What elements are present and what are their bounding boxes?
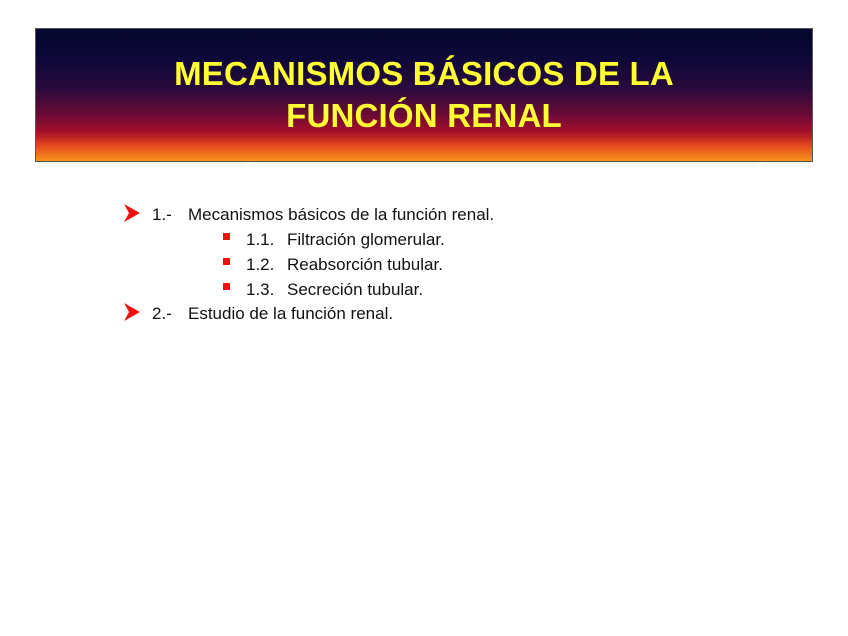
square-bullet-icon — [223, 258, 230, 265]
list-item-text: Secreción tubular. — [287, 280, 424, 299]
list-item — [246, 230, 445, 250]
arrow-bullet-icon — [123, 203, 141, 223]
list-item-number: 1.1. — [246, 230, 275, 249]
list-item-number: 1.3. — [246, 280, 275, 299]
list-item — [246, 280, 423, 300]
list-item-text: Mecanismos básicos de la función renal. — [188, 205, 495, 224]
list-item-text: Filtración glomerular. — [287, 230, 445, 249]
list-item-text: Reabsorción tubular. — [287, 255, 443, 274]
list-item-text: Estudio de la función renal. — [188, 304, 394, 323]
list-item-number: 1.- — [152, 205, 172, 224]
list-item — [246, 255, 443, 275]
list-item-number: 2.- — [152, 304, 172, 323]
slide-title-line-1: MECANISMOS BÁSICOS DE LA — [174, 55, 674, 92]
arrow-bullet-icon — [123, 302, 141, 322]
list-item — [152, 304, 393, 324]
list-item-number: 1.2. — [246, 255, 275, 274]
list-item — [152, 205, 494, 225]
slide-title-line-2: FUNCIÓN RENAL — [286, 97, 562, 134]
square-bullet-icon — [223, 233, 230, 240]
square-bullet-icon — [223, 283, 230, 290]
